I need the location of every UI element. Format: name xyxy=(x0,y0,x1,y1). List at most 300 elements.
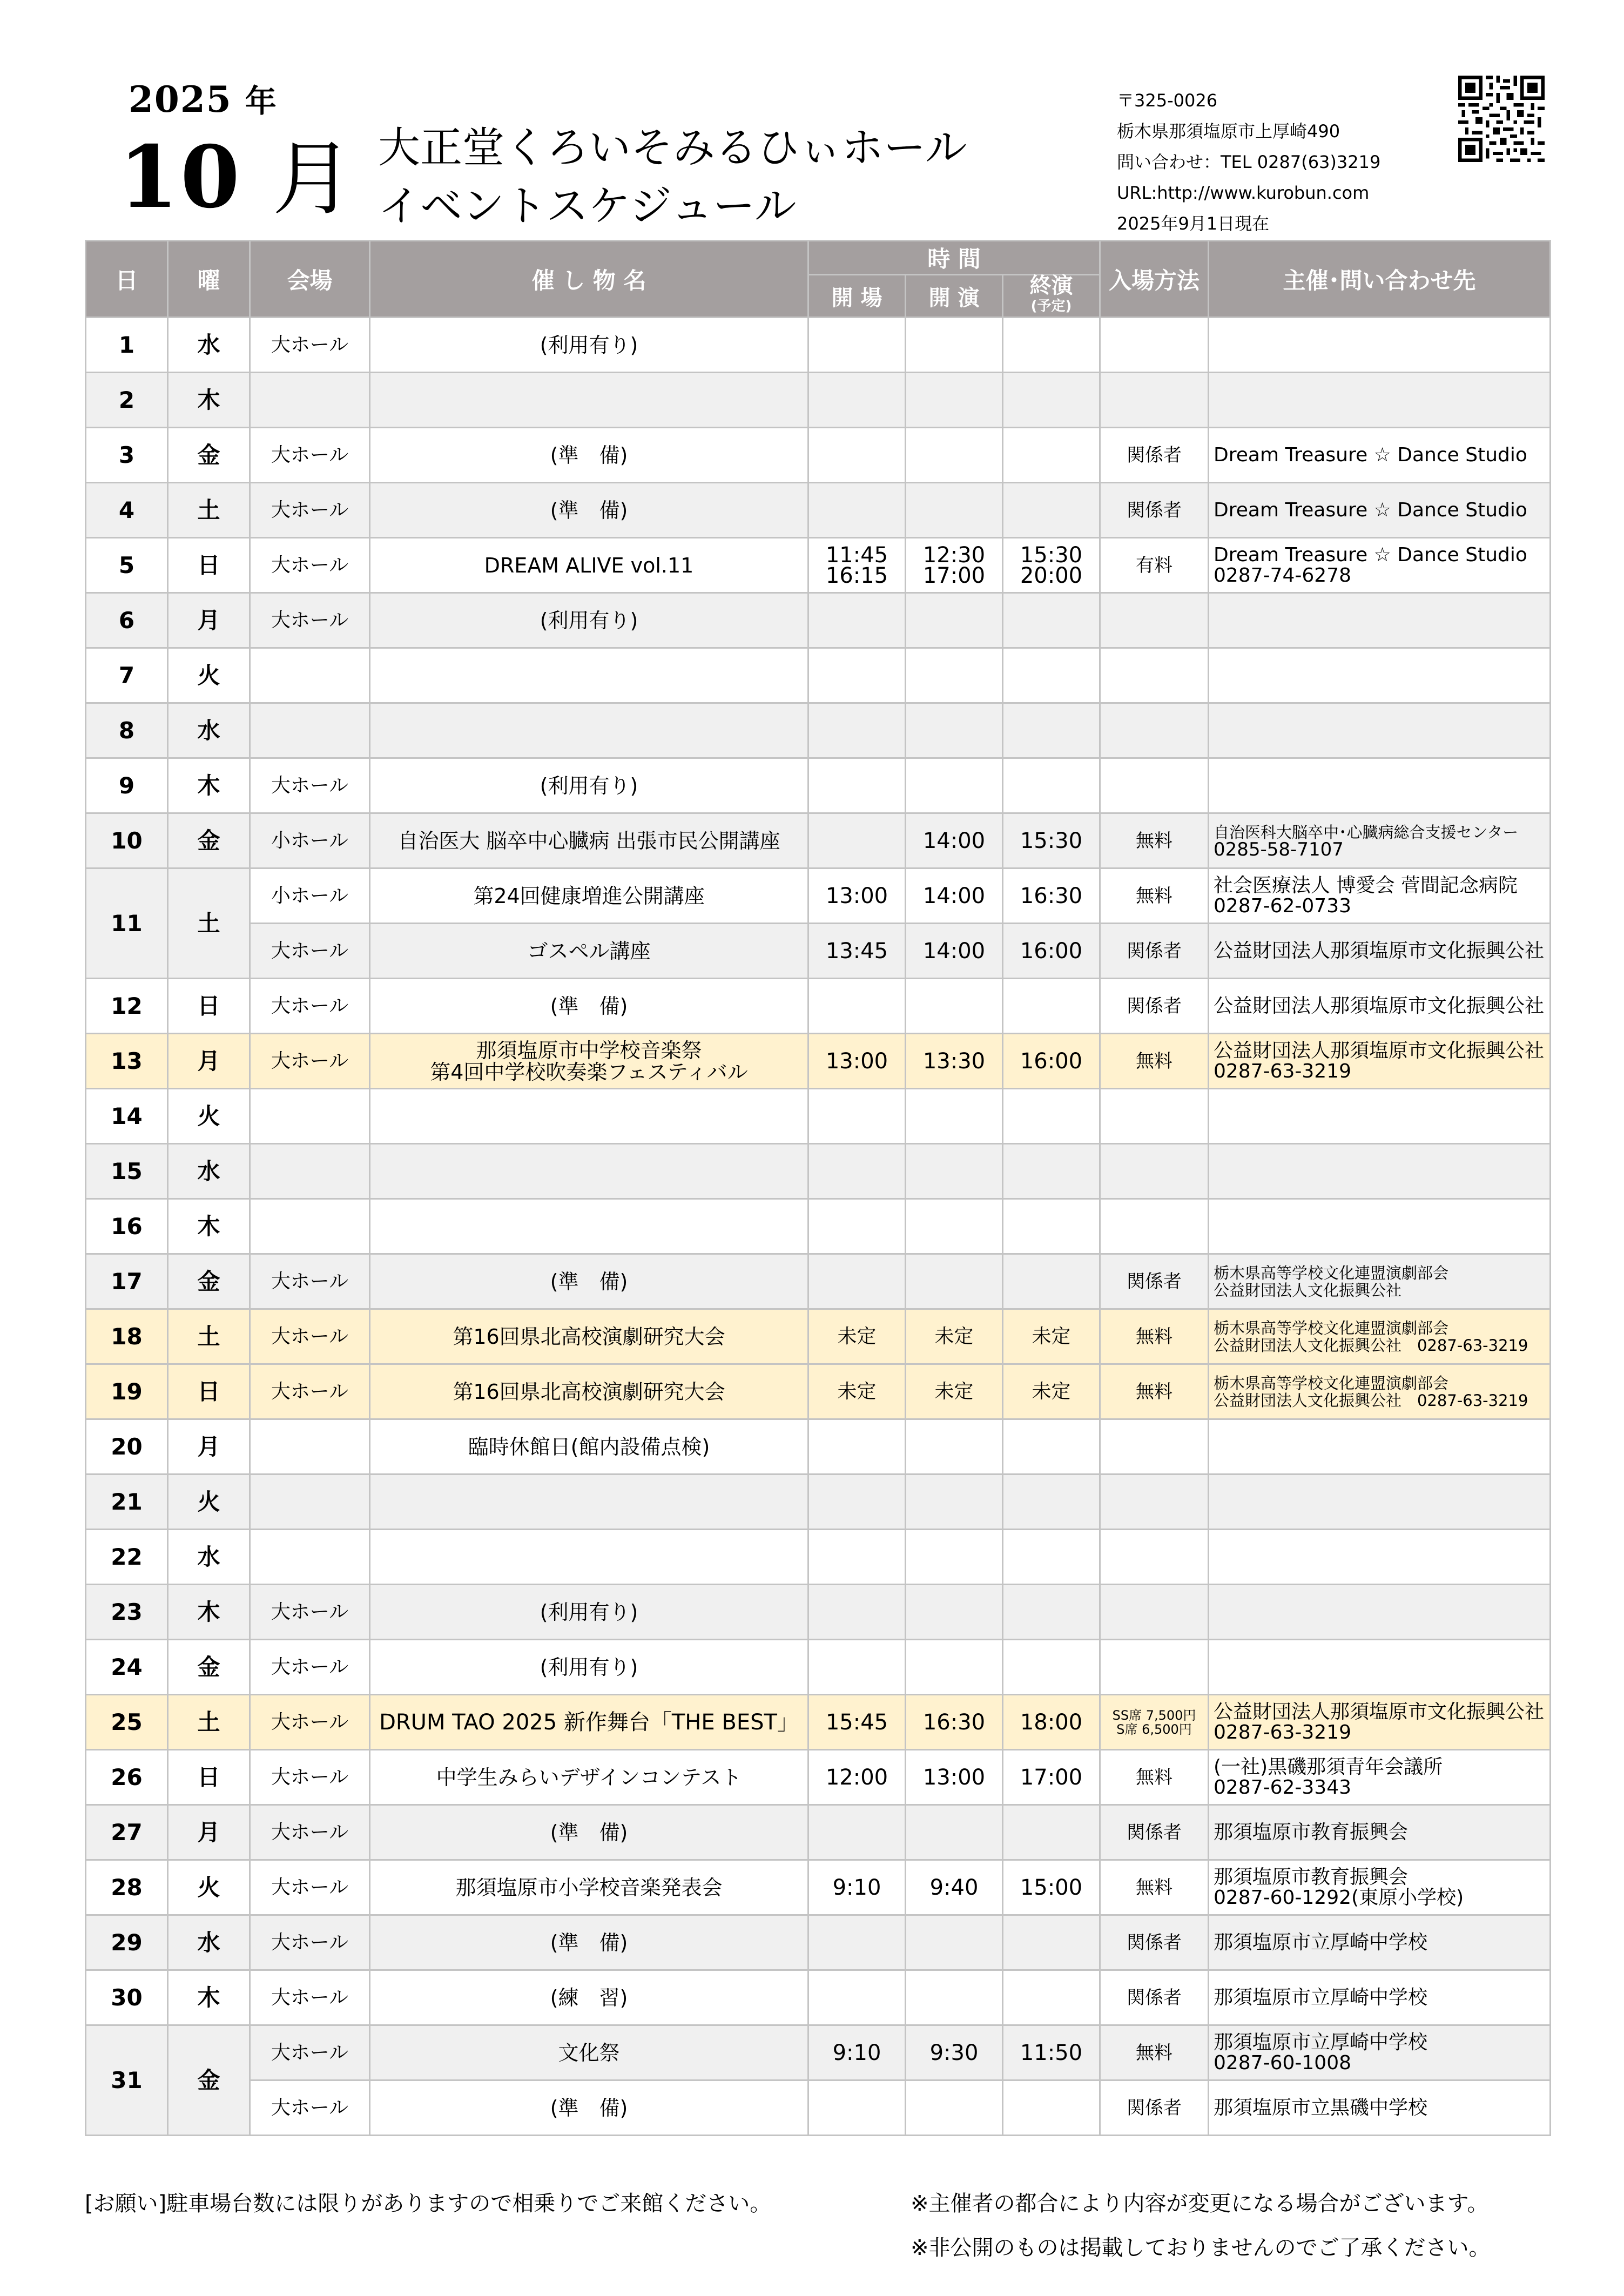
start-time-cell: 9:30 xyxy=(906,2025,1003,2080)
end-time-cell: 16:00 xyxy=(1003,924,1100,979)
open-time-cell: 15:45 xyxy=(808,1695,906,1750)
weekday-cell: 月 xyxy=(168,593,250,648)
organizer-cell xyxy=(1209,318,1551,373)
start-time-cell xyxy=(906,1530,1003,1585)
venue-cell: 大ホール xyxy=(250,1364,370,1419)
phone: 問い合わせ：TEL 0287(63)3219 xyxy=(1117,152,1381,172)
col-end-label: 終演 xyxy=(1029,273,1073,298)
venue-cell: 大ホール xyxy=(250,593,370,648)
organizer-cell: 那須塩原市立黒磯中学校 xyxy=(1209,2080,1551,2136)
start-time-cell xyxy=(906,1254,1003,1309)
open-time-cell: 9:10 xyxy=(808,1860,906,1915)
table-row xyxy=(86,1530,1551,1585)
organizer-cell xyxy=(1209,1640,1551,1695)
venue-cell xyxy=(250,1530,370,1585)
admission-cell: 関係者 xyxy=(1100,428,1209,483)
organizer-name: 自治医科大脳卒中･心臓病総合支援センター xyxy=(1214,823,1519,841)
start-time-cell xyxy=(906,703,1003,758)
venue-cell: 大ホール xyxy=(250,318,370,373)
weekday-cell: 金 xyxy=(168,1640,250,1695)
table-row xyxy=(86,924,1551,979)
end-time-cell: 15:30 xyxy=(1003,813,1100,868)
table-row xyxy=(86,1915,1551,1970)
admission-cell: 無料 xyxy=(1100,1860,1209,1915)
admission-cell xyxy=(1100,648,1209,703)
end-time-cell xyxy=(1003,1089,1100,1144)
admission-cell xyxy=(1100,1474,1209,1530)
venue-cell: 大ホール xyxy=(250,1970,370,2025)
weekday-cell: 日 xyxy=(168,1364,250,1419)
event-cell: (準 備) xyxy=(370,1805,808,1860)
weekday-cell: 金 xyxy=(168,1254,250,1309)
weekday-cell: 日 xyxy=(168,1750,250,1805)
start-time-cell xyxy=(906,428,1003,483)
open-time-cell xyxy=(808,758,906,813)
open-time-cell: 13:00 xyxy=(808,1034,906,1089)
organizer-phone: 0287-60-1008 xyxy=(1214,2051,1352,2074)
open-time-cell xyxy=(808,1199,906,1254)
day-cell: 19 xyxy=(86,1364,168,1419)
table-row xyxy=(86,1364,1551,1419)
admission-cell xyxy=(1100,1640,1209,1695)
admission-cell xyxy=(1100,1089,1209,1144)
open-time-cell xyxy=(808,1640,906,1695)
weekday-cell: 木 xyxy=(168,1585,250,1640)
day-cell: 11 xyxy=(86,868,168,979)
start-time-cell xyxy=(906,593,1003,648)
table-row xyxy=(86,1144,1551,1199)
event-cell: 第24回健康増進公開講座 xyxy=(370,868,808,924)
day-cell: 25 xyxy=(86,1695,168,1750)
col-event-header: 催 し 物 名 xyxy=(370,241,808,318)
open-time-cell xyxy=(808,373,906,428)
organizer-phone: 0287-63-3219 xyxy=(1214,1721,1352,1743)
table-row xyxy=(86,483,1551,538)
admission-cell: 有料 xyxy=(1100,538,1209,593)
col-start-header: 開 演 xyxy=(906,275,1003,318)
admission-cell: 関係者 xyxy=(1100,2080,1209,2136)
organizer-phone: 0287-62-3343 xyxy=(1214,1776,1352,1799)
table-row xyxy=(86,1970,1551,2025)
open-time-cell xyxy=(808,1144,906,1199)
organizer-name: 栃木県高等学校文化連盟演劇部会 xyxy=(1214,1318,1449,1337)
venue-cell: 大ホール xyxy=(250,538,370,593)
end-time-cell xyxy=(1003,1805,1100,1860)
table-row xyxy=(86,1419,1551,1474)
open-time-cell xyxy=(808,1585,906,1640)
organizer-name: 公益財団法人那須塩原市文化振興公社 xyxy=(1214,1039,1545,1062)
event-cell xyxy=(370,1089,808,1144)
admission-cell: 関係者 xyxy=(1100,483,1209,538)
end-time-1: 15:30 xyxy=(1020,542,1083,568)
admission-cell xyxy=(1100,1585,1209,1640)
weekday-cell: 土 xyxy=(168,1695,250,1750)
start-time-cell xyxy=(906,373,1003,428)
organizer-name: Dream Treasure ☆ Dance Studio xyxy=(1214,543,1527,566)
organizer-name: 社会医療法人 博愛会 菅間記念病院 xyxy=(1214,874,1518,897)
day-cell: 22 xyxy=(86,1530,168,1585)
event-cell: 第16回県北高校演劇研究大会 xyxy=(370,1309,808,1364)
address: 栃木県那須塩原市上厚崎490 xyxy=(1117,121,1340,142)
organizer-cell xyxy=(1209,373,1551,428)
open-time-cell: 13:00 xyxy=(808,868,906,924)
organizer-name: 栃木県高等学校文化連盟演劇部会 xyxy=(1214,1263,1449,1282)
table-row xyxy=(86,318,1551,373)
weekday-cell: 水 xyxy=(168,318,250,373)
end-time-cell xyxy=(1003,1144,1100,1199)
admission-cell: 関係者 xyxy=(1100,1915,1209,1970)
table-row xyxy=(86,1309,1551,1364)
organizer-cell xyxy=(1209,813,1551,868)
private-note: ※非公開のものは掲載しておりませんのでご了承ください。 xyxy=(911,2236,1491,2260)
open-time-cell: 未定 xyxy=(808,1309,906,1364)
event-cell: (利用有り) xyxy=(370,1640,808,1695)
end-time-cell: 未定 xyxy=(1003,1309,1100,1364)
table-row xyxy=(86,979,1551,1034)
start-time-cell xyxy=(906,1970,1003,2025)
day-cell: 13 xyxy=(86,1034,168,1089)
event-cell: (準 備) xyxy=(370,2080,808,2136)
day-cell: 21 xyxy=(86,1474,168,1530)
start-time-1: 12:30 xyxy=(922,542,986,568)
weekday-cell: 水 xyxy=(168,1915,250,1970)
start-time-cell: 9:40 xyxy=(906,1860,1003,1915)
end-time-cell xyxy=(1003,1419,1100,1474)
col-venue-header: 会場 xyxy=(250,241,370,318)
end-time-cell xyxy=(1003,1640,1100,1695)
table-row xyxy=(86,1750,1551,1805)
start-time-cell xyxy=(906,1144,1003,1199)
venue-cell: 大ホール xyxy=(250,1034,370,1089)
open-time-cell xyxy=(808,1419,906,1474)
hall-name: 大正堂くろいそみるひぃホール xyxy=(378,124,967,172)
weekday-cell: 火 xyxy=(168,648,250,703)
start-time-cell: 13:00 xyxy=(906,1750,1003,1805)
admission-cell xyxy=(1100,758,1209,813)
day-cell: 15 xyxy=(86,1144,168,1199)
table-row xyxy=(86,868,1551,924)
start-time-cell xyxy=(906,2080,1003,2136)
table-row xyxy=(86,593,1551,648)
event-cell: (利用有り) xyxy=(370,1585,808,1640)
table-row xyxy=(86,1254,1551,1309)
end-time-cell xyxy=(1003,318,1100,373)
ticket-price-s: S席 6,500円 xyxy=(1116,1721,1192,1737)
admission-cell: 無料 xyxy=(1100,2025,1209,2080)
start-time-cell xyxy=(906,318,1003,373)
end-time-cell: 18:00 xyxy=(1003,1695,1100,1750)
weekday-cell: 日 xyxy=(168,538,250,593)
col-organizer-header: 主催･問い合わせ先 xyxy=(1209,241,1551,318)
venue-cell: 大ホール xyxy=(250,1309,370,1364)
day-cell: 29 xyxy=(86,1915,168,1970)
end-time-cell xyxy=(1003,1199,1100,1254)
table-row xyxy=(86,2080,1551,2136)
day-cell: 16 xyxy=(86,1199,168,1254)
event-cell: 第16回県北高校演劇研究大会 xyxy=(370,1364,808,1419)
organizer-cell xyxy=(1209,1034,1551,1089)
event-cell: 自治医大 脳卒中心臓病 出張市民公開講座 xyxy=(370,813,808,868)
organizer-name-2: 公益財団法人文化振興公社 xyxy=(1214,1281,1402,1300)
weekday-cell: 金 xyxy=(168,428,250,483)
admission-cell xyxy=(1100,318,1209,373)
weekday-cell: 水 xyxy=(168,1530,250,1585)
start-time-cell xyxy=(906,1199,1003,1254)
venue-cell: 大ホール xyxy=(250,924,370,979)
start-time-2: 17:00 xyxy=(922,563,986,588)
organizer-cell xyxy=(1209,1474,1551,1530)
end-time-cell xyxy=(1003,1254,1100,1309)
venue-cell: 大ホール xyxy=(250,2080,370,2136)
day-cell: 7 xyxy=(86,648,168,703)
table-row xyxy=(86,813,1551,868)
organizer-phone: 0287-62-0733 xyxy=(1214,894,1352,917)
organizer-cell xyxy=(1209,1585,1551,1640)
start-time-cell xyxy=(906,1805,1003,1860)
organizer-name-2: 公益財団法人文化振興公社 0287-63-3219 xyxy=(1214,1336,1528,1355)
open-time-cell xyxy=(808,813,906,868)
day-cell: 1 xyxy=(86,318,168,373)
event-cell: (準 備) xyxy=(370,483,808,538)
organizer-cell xyxy=(1209,1089,1551,1144)
start-time-cell xyxy=(906,1640,1003,1695)
venue-cell xyxy=(250,373,370,428)
open-time-cell xyxy=(808,703,906,758)
day-cell: 20 xyxy=(86,1419,168,1474)
event-cell: (準 備) xyxy=(370,1254,808,1309)
table-row xyxy=(86,703,1551,758)
organizer-cell xyxy=(1209,703,1551,758)
end-time-cell xyxy=(1003,538,1100,593)
event-cell xyxy=(370,648,808,703)
admission-cell: 関係者 xyxy=(1100,1970,1209,2025)
day-cell: 30 xyxy=(86,1970,168,2025)
end-time-cell: 未定 xyxy=(1003,1364,1100,1419)
event-cell: (利用有り) xyxy=(370,593,808,648)
day-cell: 31 xyxy=(86,2025,168,2136)
open-time-cell: 12:00 xyxy=(808,1750,906,1805)
venue-cell xyxy=(250,648,370,703)
open-time-cell xyxy=(808,1805,906,1860)
event-cell: (利用有り) xyxy=(370,318,808,373)
day-cell: 28 xyxy=(86,1860,168,1915)
table-row xyxy=(86,1089,1551,1144)
open-time-cell: 13:45 xyxy=(808,924,906,979)
start-time-cell: 14:00 xyxy=(906,813,1003,868)
organizer-cell xyxy=(1209,593,1551,648)
end-time-cell xyxy=(1003,2080,1100,2136)
open-time-cell xyxy=(808,1915,906,1970)
qr-code-icon[interactable] xyxy=(1458,76,1545,162)
month: 10 xyxy=(119,127,242,227)
website-url[interactable]: URL:http://www.kurobun.com xyxy=(1117,183,1370,203)
organizer-cell: 那須塩原市立厚崎中学校 xyxy=(1209,1915,1551,1970)
organizer-cell xyxy=(1209,1309,1551,1364)
event-cell: (利用有り) xyxy=(370,758,808,813)
event-cell xyxy=(370,1199,808,1254)
weekday-cell: 水 xyxy=(168,703,250,758)
admission-cell xyxy=(1100,1695,1209,1750)
end-time-cell: 17:00 xyxy=(1003,1750,1100,1805)
col-open-header: 開 場 xyxy=(808,275,906,318)
change-note: ※主催者の都合により内容が変更になる場合がございます。 xyxy=(911,2191,1489,2216)
venue-cell xyxy=(250,703,370,758)
weekday-cell: 水 xyxy=(168,1144,250,1199)
organizer-cell xyxy=(1209,1860,1551,1915)
organizer-cell xyxy=(1209,1144,1551,1199)
start-time-cell: 未定 xyxy=(906,1364,1003,1419)
venue-cell: 大ホール xyxy=(250,758,370,813)
organizer-name: (一社)黒磯那須青年会議所 xyxy=(1214,1755,1443,1778)
weekday-cell: 金 xyxy=(168,2025,250,2136)
organizer-cell xyxy=(1209,1364,1551,1419)
open-time-cell: 未定 xyxy=(808,1364,906,1419)
venue-cell xyxy=(250,1419,370,1474)
day-cell: 9 xyxy=(86,758,168,813)
venue-cell xyxy=(250,1474,370,1530)
start-time-cell: 16:30 xyxy=(906,1695,1003,1750)
weekday-cell: 木 xyxy=(168,1199,250,1254)
end-time-cell xyxy=(1003,758,1100,813)
weekday-cell: 金 xyxy=(168,813,250,868)
open-time-cell xyxy=(808,1474,906,1530)
venue-cell: 大ホール xyxy=(250,1695,370,1750)
admission-cell xyxy=(1100,593,1209,648)
organizer-cell: Dream Treasure ☆ Dance Studio xyxy=(1209,483,1551,538)
venue-cell: 大ホール xyxy=(250,483,370,538)
end-time-cell: 11:50 xyxy=(1003,2025,1100,2080)
organizer-name: 公益財団法人那須塩原市文化振興公社 xyxy=(1214,1700,1545,1723)
table-row xyxy=(86,1034,1551,1089)
admission-cell xyxy=(1100,1419,1209,1474)
start-time-cell: 14:00 xyxy=(906,868,1003,924)
end-time-cell: 16:30 xyxy=(1003,868,1100,924)
organizer-cell xyxy=(1209,1419,1551,1474)
organizer-cell xyxy=(1209,1750,1551,1805)
day-cell: 3 xyxy=(86,428,168,483)
organizer-cell xyxy=(1209,758,1551,813)
end-time-cell xyxy=(1003,373,1100,428)
venue-cell: 大ホール xyxy=(250,2025,370,2080)
start-time-cell: 13:30 xyxy=(906,1034,1003,1089)
organizer-cell: 那須塩原市立厚崎中学校 xyxy=(1209,1970,1551,2025)
day-cell: 18 xyxy=(86,1309,168,1364)
venue-cell xyxy=(250,1089,370,1144)
event-cell: 中学生みらいデザインコンテスト xyxy=(370,1750,808,1805)
table-row xyxy=(86,1585,1551,1640)
day-cell: 4 xyxy=(86,483,168,538)
day-cell: 8 xyxy=(86,703,168,758)
event-cell: 那須塩原市小学校音楽発表会 xyxy=(370,1860,808,1915)
table-row xyxy=(86,758,1551,813)
end-time-cell xyxy=(1003,428,1100,483)
event-cell: (準 備) xyxy=(370,979,808,1034)
event-cell xyxy=(370,1474,808,1530)
end-time-cell xyxy=(1003,703,1100,758)
end-time-cell xyxy=(1003,593,1100,648)
event-cell xyxy=(370,1034,808,1089)
organizer-phone: 0285-58-7107 xyxy=(1214,838,1344,860)
venue-cell: 大ホール xyxy=(250,1750,370,1805)
venue-cell xyxy=(250,1199,370,1254)
day-cell: 14 xyxy=(86,1089,168,1144)
event-cell xyxy=(370,1144,808,1199)
open-time-cell xyxy=(808,979,906,1034)
day-cell: 6 xyxy=(86,593,168,648)
open-time-cell xyxy=(808,483,906,538)
organizer-cell: 公益財団法人那須塩原市文化振興公社 xyxy=(1209,924,1551,979)
organizer-phone: 0287-74-6278 xyxy=(1214,564,1352,587)
weekday-cell: 土 xyxy=(168,1309,250,1364)
col-end-note: (予定) xyxy=(1030,298,1072,314)
day-cell: 10 xyxy=(86,813,168,868)
weekday-cell: 月 xyxy=(168,1805,250,1860)
start-time-cell xyxy=(906,483,1003,538)
organizer-cell xyxy=(1209,1199,1551,1254)
parking-note: [お願い]駐車場台数には限りがありますので相乗りでご来館ください。 xyxy=(85,2191,772,2216)
day-cell: 27 xyxy=(86,1805,168,1860)
organizer-cell: 公益財団法人那須塩原市文化振興公社 xyxy=(1209,979,1551,1034)
schedule-title: イベントスケジュール xyxy=(378,182,797,231)
organizer-cell xyxy=(1209,1695,1551,1750)
start-time-cell xyxy=(906,1474,1003,1530)
weekday-cell: 火 xyxy=(168,1474,250,1530)
weekday-cell: 月 xyxy=(168,1419,250,1474)
end-time-cell xyxy=(1003,1915,1100,1970)
table-row xyxy=(86,1860,1551,1915)
open-time-cell xyxy=(808,428,906,483)
month-heading xyxy=(119,127,355,227)
start-time-cell xyxy=(906,648,1003,703)
as-of-date: 2025年9月1日現在 xyxy=(1117,213,1270,234)
open-time-cell xyxy=(808,1254,906,1309)
open-time-cell: 9:10 xyxy=(808,2025,906,2080)
venue-cell xyxy=(250,1144,370,1199)
venue-cell: 小ホール xyxy=(250,868,370,924)
event-cell xyxy=(370,703,808,758)
admission-cell: 無料 xyxy=(1100,1364,1209,1419)
table-row xyxy=(86,648,1551,703)
event-cell: DRUM TAO 2025 新作舞台「THE BEST」 xyxy=(370,1695,808,1750)
organizer-cell xyxy=(1209,538,1551,593)
table-row xyxy=(86,428,1551,483)
admission-cell xyxy=(1100,1144,1209,1199)
organizer-cell xyxy=(1209,1254,1551,1309)
day-cell: 24 xyxy=(86,1640,168,1695)
start-time-cell xyxy=(906,1419,1003,1474)
contact-info xyxy=(1117,85,1380,239)
col-admission-header: 入場方法 xyxy=(1100,241,1209,318)
table-row xyxy=(86,1474,1551,1530)
weekday-cell: 土 xyxy=(168,483,250,538)
table-row xyxy=(86,2025,1551,2080)
admission-cell xyxy=(1100,703,1209,758)
col-day-header: 日 xyxy=(86,241,168,318)
open-time-cell xyxy=(808,538,906,593)
start-time-cell: 14:00 xyxy=(906,924,1003,979)
organizer-cell: 那須塩原市教育振興会 xyxy=(1209,1805,1551,1860)
admission-cell: 無料 xyxy=(1100,813,1209,868)
admission-cell: 関係者 xyxy=(1100,979,1209,1034)
venue-cell: 大ホール xyxy=(250,1585,370,1640)
organizer-name-2: 公益財団法人文化振興公社 0287-63-3219 xyxy=(1214,1391,1528,1410)
open-time-cell xyxy=(808,318,906,373)
table-row xyxy=(86,1695,1551,1750)
open-time-cell xyxy=(808,1089,906,1144)
start-time-cell xyxy=(906,1585,1003,1640)
event-title-line1: 那須塩原市中学校音楽祭 xyxy=(476,1038,702,1062)
organizer-phone: 0287-63-3219 xyxy=(1214,1060,1352,1082)
